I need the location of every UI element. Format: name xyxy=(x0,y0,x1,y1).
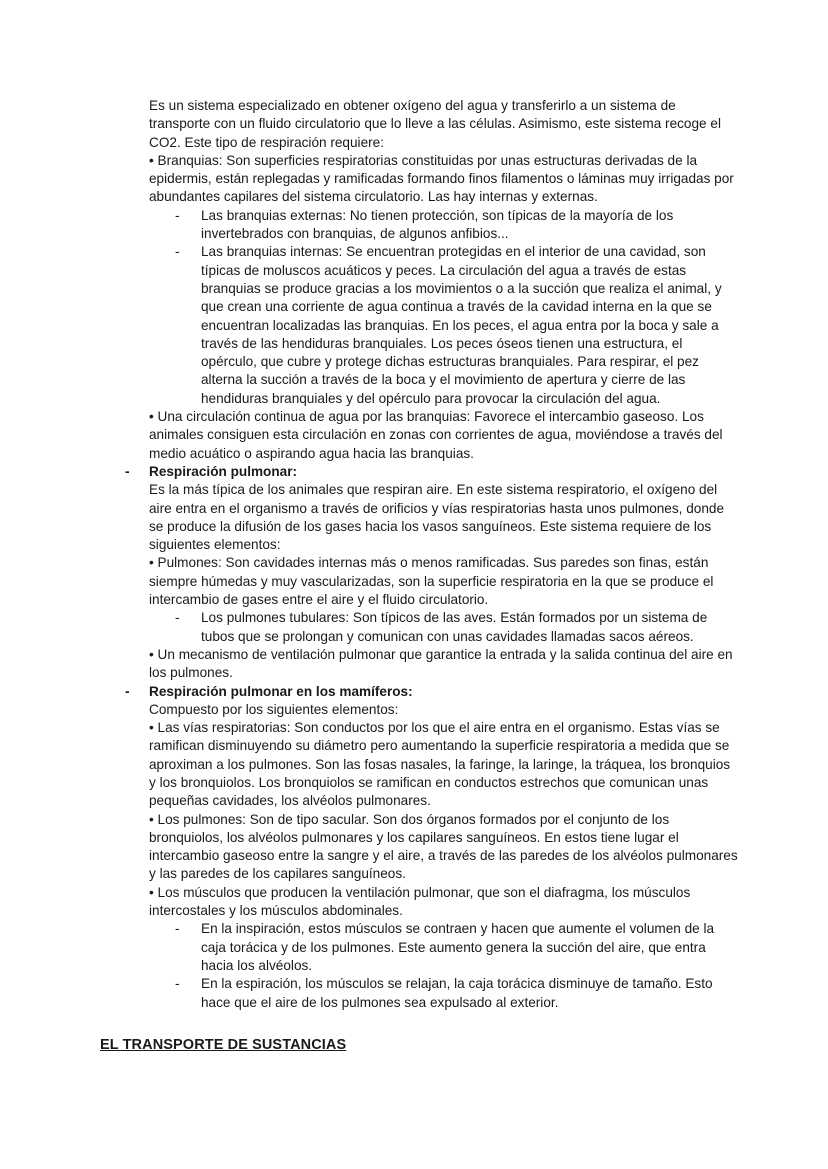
mamiferos-subitem-espiracion xyxy=(149,975,739,1012)
gills-intro-paragraph: Es un sistema especializado en obtener oxígeno del agua y transferirlo a un sistema de transporte con un fluido circulatorio que lo lleve a las células. Asimismo, este sistema recoge el CO2. Este tipo de respiración requiere: xyxy=(149,98,721,150)
gills-subitem-internas-text: Las branquias internas: Se encuentran protegidas en el interior de una cavidad, son típicas de moluscos acuáticos y peces. La circulación del agua a través de estas branquias se produce gracias a los movimientos o a la succión que realiza el animal, y que crean una corriente de agua continua a través de la cavidad interna en la que se encuentran localizadas las branquias. En los peces, el agua entra por la boca y sale a través de las hendiduras branquiales. Los peces óseos tienen una estructura, el opérculo, que cubre y protege dichas estructuras branquiales. Para respirar, el pez alterna la succión a través de la boca y el movimiento de apertura y cierre de las hendiduras branquiales y del opérculo para provocar la circulación del agua. xyxy=(201,244,722,406)
mamiferos-subitem-inspiracion xyxy=(149,920,739,975)
gills-subitem-externas xyxy=(149,207,739,244)
pulmonar-subitem-tubulares-text: Los pulmones tubulares: Son típicos de las aves. Están formados por un sistema de tubos que se prolongan y comunican con unas cavidades llamadas sacos aéreos. xyxy=(201,610,708,644)
mamiferos-bullet-pulmones: • Los pulmones: Son de tipo sacular. Son dos órganos formados por el conjunto de los bronquiolos, los alvéolos pulmonares y los capilares sanguíneos. En estos tiene lugar el intercambio gaseoso entre la sangre y el aire, a través de las paredes de los alvéolos pulmonares y las paredes de los capilares sanguíneos. xyxy=(149,811,738,882)
pulmonar-subitem-tubulares xyxy=(149,609,739,646)
gills-bullet-branquias: • Branquias: Son superficies respiratorias constituidas por unas estructuras derivadas de la epidermis, están replegadas y ramificadas formando finos filamentos o láminas muy irrigadas por abundantes capilares del sistema circulatorio. Las hay internas y externas. xyxy=(149,152,734,205)
pulmonar-heading xyxy=(125,463,739,481)
dash-marker: - xyxy=(175,244,180,260)
gills-bullet-circulacion: • Una circulación continua de agua por las branquias: Favorece el intercambio gaseoso. Los animales consiguen esta circulación en zonas con corrientes de agua, moviéndose a través del medio acuático o aspirando agua hacia las branquias. xyxy=(149,409,723,461)
mamiferos-heading xyxy=(125,683,739,701)
gills-subitem-externas-text: Las branquias externas: No tienen protección, son típicas de la mayoría de los invertebrados con branquias, de algunos anfibios... xyxy=(201,207,674,242)
pulmonar-heading-text: Respiración pulmonar: xyxy=(149,463,298,479)
dash-marker: - xyxy=(175,610,180,626)
mamiferos-subitem-inspiracion-text: En la inspiración, estos músculos se contraen y hacen que aumente el volumen de la caja torácica y de los pulmones. Este aumento genera la succión del aire, que entra hacia los alvéolos. xyxy=(201,921,715,973)
gills-subitem-internas xyxy=(149,243,739,408)
mamiferos-bullet-musculos: • Los músculos que producen la ventilación pulmonar, que son el diafragma, los músculos intercostales y los músculos abdominales. xyxy=(149,884,691,919)
section-title-transporte: EL TRANSPORTE DE SUSTANCIAS xyxy=(100,1037,347,1053)
pulmonar-intro-paragraph: Es la más típica de los animales que respiran aire. En este sistema respiratorio, el oxígeno del aire entra en el organismo a través de orificios y vías respiratorias hasta unos pulmones, donde se produce la difusión de los gases hacia los vasos sanguíneos. Este sistema requiere de los siguientes elementos: xyxy=(149,482,725,553)
mamiferos-intro-paragraph: Compuesto por los siguientes elementos: xyxy=(149,701,399,717)
mamiferos-subitem-espiracion-text: En la espiración, los músculos se relajan, la caja torácica disminuye de tamaño. Esto hace que el aire de los pulmones sea expulsado al exterior. xyxy=(201,976,713,1010)
dash-marker: - xyxy=(125,463,130,479)
document-body xyxy=(125,97,739,1012)
mamiferos-bullet-vias: • Las vías respiratorias: Son conductos por los que el aire entra en el organismo. Estas vías se ramifican disminuyendo su diámetro pero aumentando la superficie respiratoria a medida que se aproximan a los pulmones. Son las fosas nasales, la faringe, la laringe, la tráquea, los bronquios y los bronquiolos. Los bronquiolos se ramifican en conductos estrechos que comunican unas pequeñas cavidades, los alvéolos pulmonares. xyxy=(149,720,731,809)
pulmonar-bullet-mecanismo: • Un mecanismo de ventilación pulmonar que garantice la entrada y la salida continua del aire en los pulmones. xyxy=(149,646,733,681)
dash-marker: - xyxy=(175,976,180,992)
pulmonar-bullet-pulmones: • Pulmones: Son cavidades internas más o menos ramificadas. Sus paredes son finas, están siempre húmedas y muy vascularizadas, son la superficie respiratoria en la que se produce el intercambio de gases entre el aire y el fluido circulatorio. xyxy=(149,555,714,608)
dash-marker: - xyxy=(125,683,130,699)
mamiferos-heading-text: Respiración pulmonar en los mamíferos: xyxy=(149,683,413,699)
dash-marker: - xyxy=(175,921,180,937)
dash-marker: - xyxy=(175,207,180,223)
